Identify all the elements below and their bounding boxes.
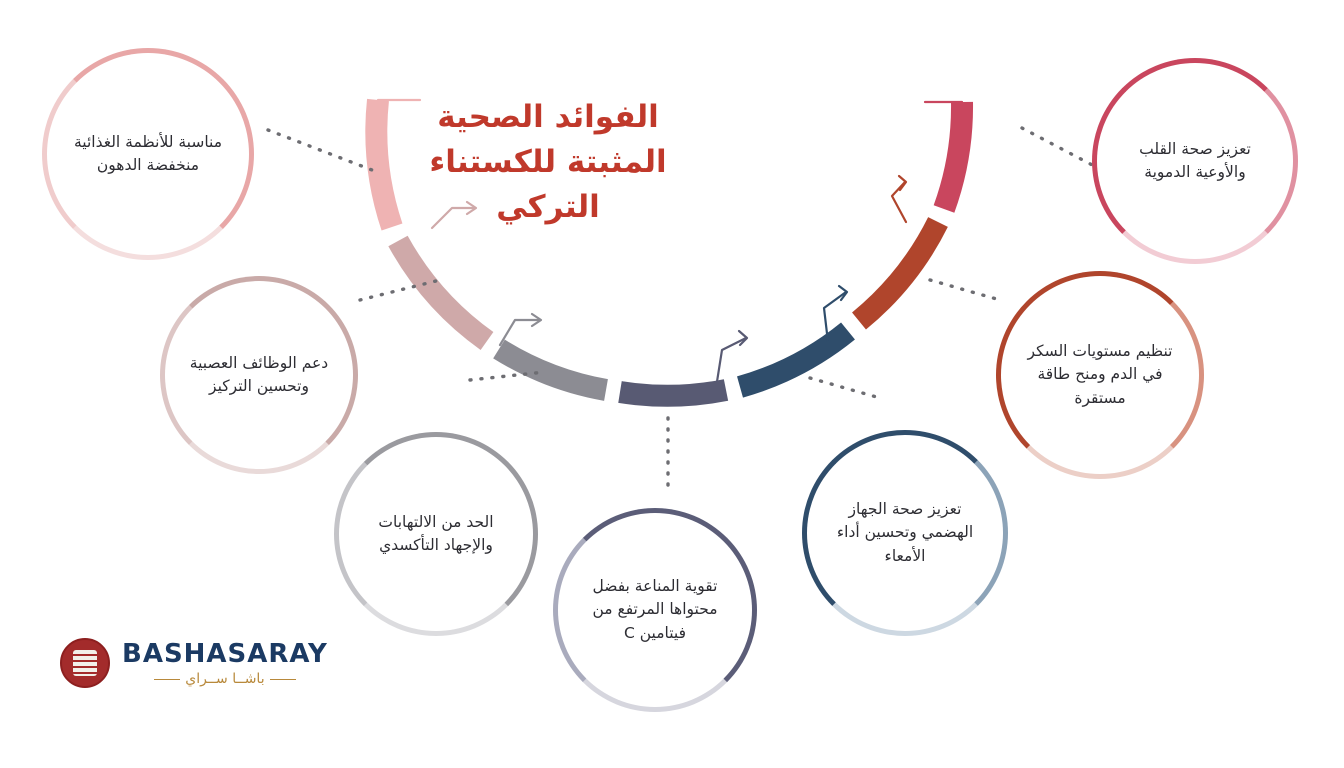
page-title: الفوائد الصحية المثبتة للكستناء التركي <box>429 99 667 225</box>
node-label: الحد من الالتهابات والإجهاد التأكسدي <box>378 512 494 554</box>
node-heart-health[interactable] <box>1092 58 1298 264</box>
brand-name: BASHASARAY <box>122 639 328 669</box>
connector-6 <box>930 280 1000 300</box>
node-blood-sugar[interactable] <box>996 271 1204 479</box>
node-inflammation[interactable] <box>334 432 538 636</box>
arc-segment-7 <box>944 102 962 209</box>
arc-pointer-3 <box>500 314 541 345</box>
arc-segment-6 <box>859 222 938 321</box>
arc-segment-3 <box>499 349 606 390</box>
node-nerve-function[interactable] <box>160 276 358 474</box>
arc-segment-4 <box>620 390 726 396</box>
node-low-fat-diets[interactable] <box>42 48 254 260</box>
arc-pointer-6 <box>892 176 906 222</box>
node-digestive-health[interactable] <box>802 430 1008 636</box>
arc-segment-2 <box>398 241 487 341</box>
arc-segment-5 <box>740 331 848 387</box>
node-label: تعزيز صحة القلب والأوعية الدموية <box>1139 139 1251 181</box>
node-label: تنظيم مستويات السكر في الدم ومنح طاقة مستقرة <box>1027 342 1173 407</box>
brand-logo <box>60 638 328 688</box>
arc-segment-1 <box>376 100 392 227</box>
connector-5 <box>810 378 880 398</box>
node-label: دعم الوظائف العصبية وتحسين التركيز <box>189 353 329 395</box>
connector-1 <box>268 130 372 170</box>
brand-subtitle: باشــا ســراي <box>154 671 295 687</box>
node-label: تعزيز صحة الجهاز الهضمي وتحسين أداء الأمعاء <box>836 500 974 565</box>
node-label: مناسبة للأنظمة الغذائية منخفضة الدهون <box>73 132 223 174</box>
connector-7 <box>1022 128 1098 168</box>
node-label: تقوية المناعة بفضل محتواها المرتفع من فيتامين C <box>592 577 718 642</box>
brand-text <box>122 639 328 687</box>
fez-hat-icon <box>60 638 110 688</box>
node-immunity-vitamin-c[interactable] <box>553 508 757 712</box>
